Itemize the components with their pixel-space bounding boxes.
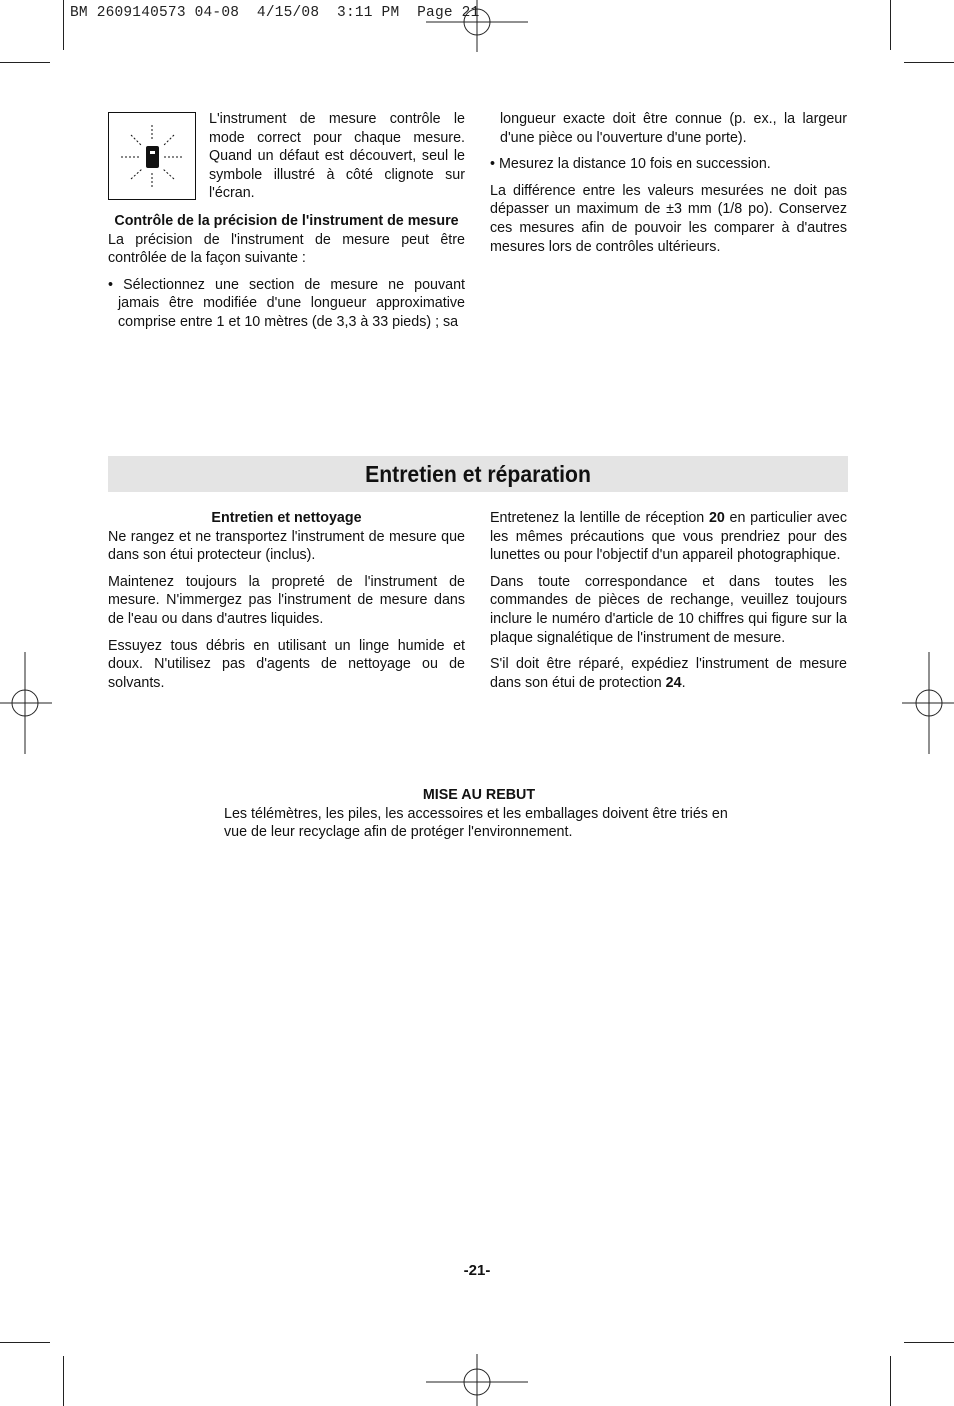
lens-care-text-b: en particulier avec les mêmes précautions que vous prendriez pour des lunettes ou pour l'objectif d'un appareil photographique.	[490, 510, 847, 564]
registration-mark-right	[902, 652, 954, 754]
crop-mark	[0, 62, 50, 63]
repair-text-a: S'il doit être réparé, expédiez l'instrument de mesure dans son étui de protection	[490, 656, 847, 691]
accuracy-check-bullet-measure: • Mesurez la distance 10 fois en succession.	[490, 156, 771, 173]
accuracy-check-bullet: • Sélectionnez une section de mesure ne pouvant jamais être modifiée d'une longueur approximative comprise entre 1 et 10 mètres (de 3,3 à 33 pieds) ; sa	[108, 276, 465, 330]
maintenance-paragraph-2: Maintenez toujours la propreté de l'instrument de mesure. N'immergez pas l'instrument de mesure dans de l'eau ou dans d'autres liquides.	[108, 573, 465, 627]
registration-mark-left	[0, 652, 52, 754]
accuracy-check-section	[108, 212, 465, 340]
blinking-device-icon-graphic	[109, 113, 195, 199]
printer-slug: BM 2609140573 04-08 4/15/08 3:11 PM Page 21	[70, 5, 480, 21]
icon-description-text: L'instrument de mesure contrôle le mode correct pour chaque mesure. Quand un défaut est découvert, seul le symbole illustré à côté clignote sur l'écran.	[209, 111, 465, 202]
disposal-text: Les télémètres, les piles, les accessoires et les emballages doivent être triés en vue de leur recyclage afin de protéger l'environnement.	[224, 805, 728, 841]
maintenance-left-column	[108, 509, 465, 700]
crop-mark	[0, 1342, 50, 1343]
disposal-section	[224, 786, 734, 842]
maintenance-paragraph-3: Essuyez tous débris en utilisant un linge humide et doux. N'utilisez pas d'agents de nettoyage ou de solvants.	[108, 637, 465, 691]
crop-mark	[890, 1356, 891, 1406]
crop-mark	[63, 1356, 64, 1406]
section-title: Entretien et réparation	[365, 461, 591, 487]
maintenance-right-column	[490, 509, 847, 700]
registration-mark-bottom	[426, 1354, 528, 1406]
accuracy-check-continued-text: longueur exacte doit être connue (p. ex., la largeur d'une pièce ou l'ouverture d'une porte).	[500, 111, 847, 146]
disposal-heading: MISE AU REBUT	[422, 787, 536, 803]
maintenance-heading: Entretien et nettoyage	[211, 510, 362, 526]
page-number: -21-	[463, 1262, 491, 1279]
crop-mark	[63, 0, 64, 50]
repair-text-b: .	[681, 674, 686, 691]
accuracy-check-paragraph: La précision de l'instrument de mesure peut être contrôlée de la façon suivante :	[108, 231, 465, 267]
section-banner	[108, 456, 848, 492]
accuracy-check-heading: Contrôle de la précision de l'instrument de mesure	[114, 213, 459, 229]
icon-description	[209, 110, 465, 211]
lens-care-paragraph	[490, 509, 847, 565]
accuracy-check-continued	[490, 110, 847, 264]
repair-paragraph	[490, 655, 847, 692]
crop-mark	[890, 0, 891, 50]
crop-mark	[904, 1342, 954, 1343]
registration-mark-top	[426, 0, 528, 52]
maintenance-paragraph-1: Ne rangez et ne transportez l'instrument de mesure que dans son étui protecteur (inclus).	[108, 528, 465, 564]
lens-care-text-a: Entretenez la lentille de réception	[490, 510, 709, 526]
lens-part-number: 20	[708, 510, 725, 526]
blinking-device-icon	[108, 112, 196, 200]
crop-mark	[904, 62, 954, 63]
case-part-number: 24	[665, 674, 682, 691]
accuracy-check-tolerance: La différence entre les valeurs mesurées ne doit pas dépasser un maximum de ±3 mm (1/8 po). Conservez ces mesures afin de pouvoir les comparer à d'autres mesures lors de contrôles ultérieurs.	[490, 182, 847, 255]
article-number-paragraph: Dans toute correspondance et dans toutes les commandes de pièces de rechange, veuillez toujours inclure le numéro d'article de 10 chiffres qui figure sur la plaque signalétique de l'instrument de mesure.	[490, 573, 847, 646]
